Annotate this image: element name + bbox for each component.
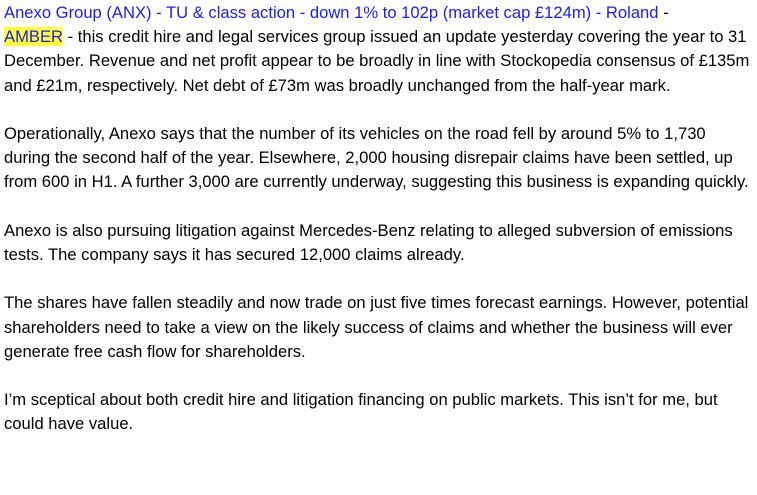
lead-text: - this credit hire and legal services group issued an update yesterday covering the year to 31 December. Revenue and net profit appear to be broadly in line with Stockopedia consensus of £135m and £21m, respectively. Net debt of £73m was broadly unchanged from the half-year mark.: [4, 27, 750, 95]
lead-paragraph: [4, 1, 756, 98]
article-body: [4, 1, 756, 461]
paragraph-operations: Operationally, Anexo says that the number of its vehicles on the road fell by around 5% to 1,730 during the second half of the year. Elsewhere, 2,000 housing disrepair claims have been settled, up from 600 in H1. A further 3,000 are currently underway, suggesting this business is expanding quickly.: [4, 124, 749, 192]
rating-badge: AMBER: [4, 27, 64, 47]
paragraph-litigation: Anexo is also pursuing litigation against Mercedes-Benz relating to alleged subversion of emissions tests. The company says it has secured 12,000 claims already.: [4, 220, 733, 264]
paragraph-conclusion: I’m sceptical about both credit hire and litigation financing on public markets. This isn’t for me, but could have value.: [4, 390, 718, 434]
headline-separator: -: [658, 3, 669, 22]
paragraph-valuation: The shares have fallen steadily and now trade on just five times forecast earnings. However, potential shareholders need to take a view on the likely success of claims and whether the business will ever generate free cash flow for shareholders.: [4, 293, 749, 361]
headline-link[interactable]: Anexo Group (ANX) - TU & class action - down 1% to 102p (market cap £124m) - Roland: [4, 3, 659, 22]
